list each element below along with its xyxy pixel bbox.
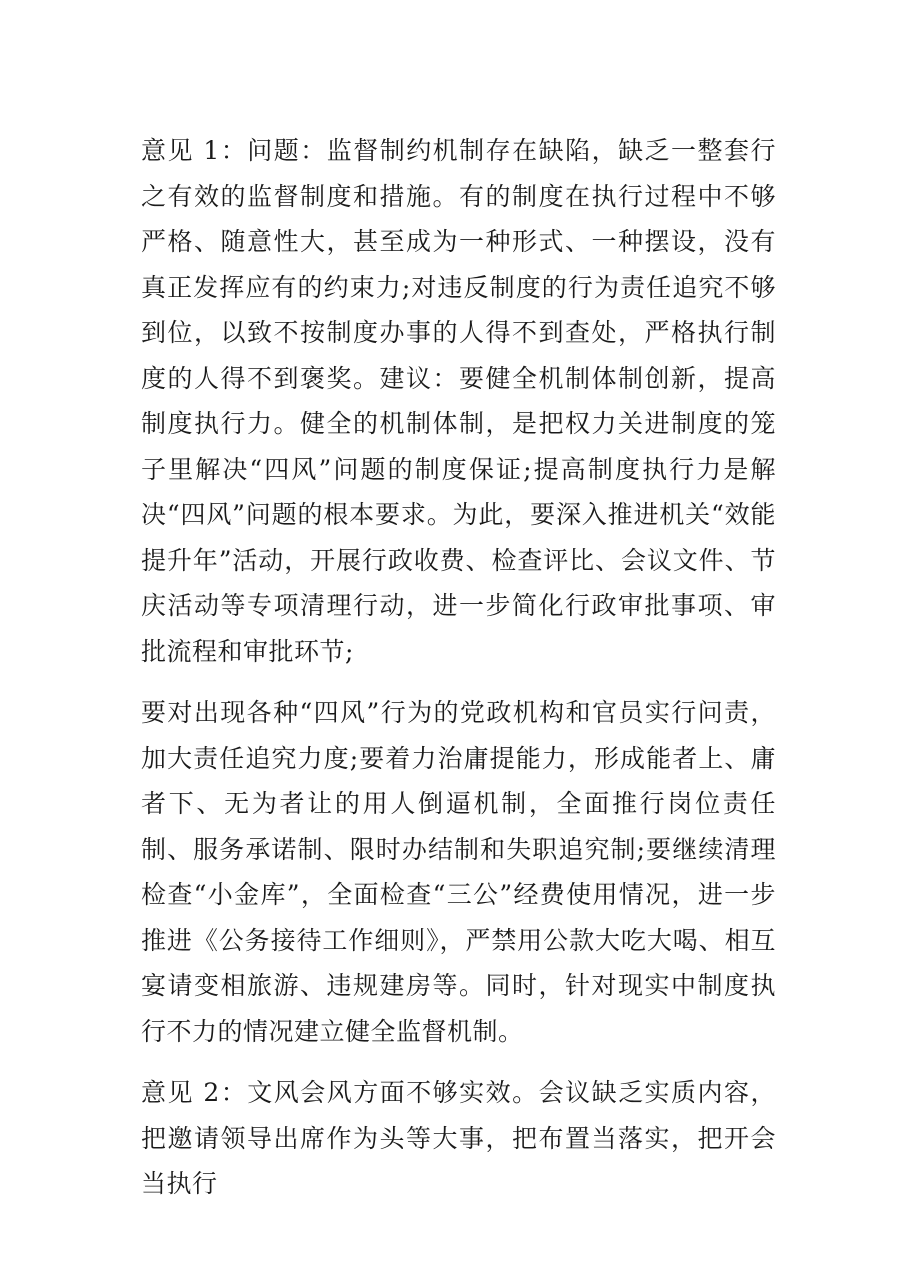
document-body bbox=[141, 128, 776, 1223]
paragraph-opinion-1: 意见 1：问题：监督制约机制存在缺陷，缺乏一整套行之有效的监督制度和措施。有的制度在执行过程中不够严格、随意性大，甚至成为一种形式、一种摆设，没有真正发挥应有的约束力;对违反制度的行为责任追究不够到位，以致不按制度办事的人得不到查处，严格执行制度的人得不到褒奖。建议：要健全机制体制创新，提高制度执行力。健全的机制体制，是把权力关进制度的笼子里解决“四风”问题的制度保证;提高制度执行力是解决“四风”问题的根本要求。为此，要深入推进机关“效能提升年”活动，开展行政收费、检查评比、会议文件、节庆活动等专项清理行动，进一步简化行政审批事项、审批流程和审批环节; bbox=[141, 136, 776, 666]
paragraph-opinion-1-continued: 要对出现各种“四风”行为的党政机构和官员实行问责，加大责任追究力度;要着力治庸提能力，形成能者上、庸者下、无为者让的用人倒逼机制，全面推行岗位责任制、服务承诺制、限时办结制和失职追究制;要继续清理检查“小金库”，全面检查“三公”经费使用情况，进一步推进《公务接待工作细则》，严禁用公款大吃大喝、相互宴请变相旅游、违规建房等。同时，针对现实中制度执行不力的情况建立健全监督机制。 bbox=[141, 698, 776, 1046]
paragraph-opinion-2: 意见 2：文风会风方面不够实效。会议缺乏实质内容，把邀请领导出席作为头等大事，把布置当落实，把开会当执行 bbox=[141, 1078, 776, 1198]
